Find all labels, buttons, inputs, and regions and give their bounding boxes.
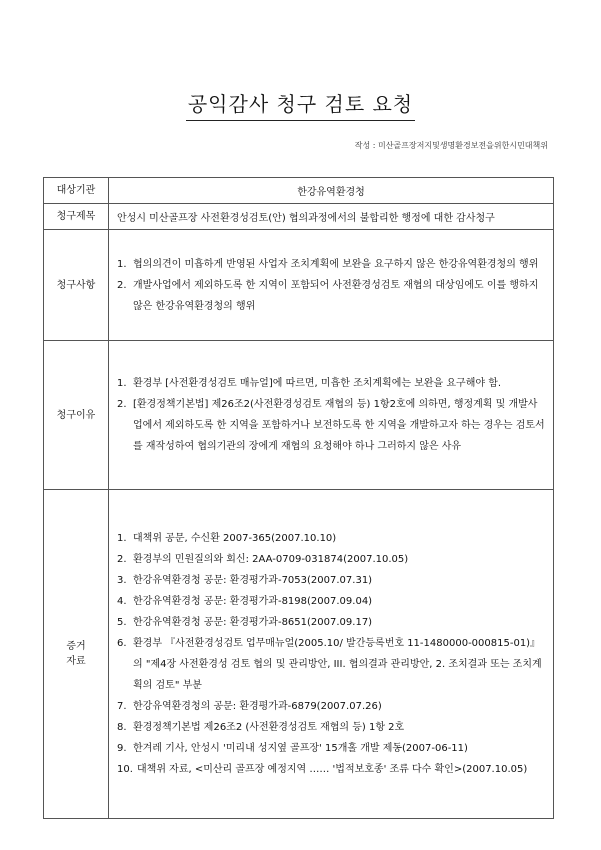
subject-value: 안성시 미산골프장 사전환경성검토(안) 협의과정에서의 불합리한 행정에 대한 감사청구 [109,204,554,230]
document-author: 작성 : 미산골프장저지및생명환경보전을위한시민대책위 [354,141,548,150]
list-item: 1. 환경부 [사전환경성검토 매뉴얼]에 따르면, 미흡한 조치계획에는 보완을 요구해야 함. [117,378,502,389]
list-item: 8. 환경정책기본법 제26조2 (사전환경성검토 재협의 등) 1항 2호 [117,722,405,733]
evidence-label [44,490,109,819]
list-item: 5. 한강유역환경청 공문: 환경평가과-8651(2007.09.17) [117,617,373,628]
list-item: 1. 대책위 공문, 수신환 2007-365(2007.10.10) [117,533,337,544]
reason-row [44,341,554,490]
request-row [44,230,554,341]
list-item: 6. 환경부 『사전환경성검토 업무매뉴얼(2005.10/ 발간등록번호 11-1480000-000815-01)』의 "제4장 사전환경성 검토 협의 및 관리방안, III. 협의결과 관리방안, 2. 조치결과 또는 조치계획의 검토" 부분 [117,638,542,691]
evidence-label-line2: 자료 [66,656,86,667]
list-item: 9. 한겨레 기사, 안성시 '미리내 성지옆 골프장' 15개홀 개발 제동(2007-06-11) [117,743,468,754]
reason-items-cell [109,341,554,490]
list-item: 4. 한강유역환경청 공문: 환경평가과-8198(2007.09.04) [117,596,373,607]
agency-value: 한강유역환경청 [109,178,554,204]
subject-row [44,204,554,230]
evidence-row [44,490,554,819]
list-item: 3. 한강유역환경청 공문: 환경평가과-7053(2007.07.31) [117,575,373,586]
request-table [43,177,554,819]
request-items-cell [109,230,554,341]
document-title [0,88,601,121]
list-item: 2. 개발사업에서 제외하도록 한 지역이 포함되어 사전환경성검토 재협의 대상임에도 이를 행하지 않은 한강유역환경청의 행위 [117,279,539,312]
evidence-label-line1: 증거 [66,641,86,652]
list-item: 2. [환경정책기본법] 제26조2(사전환경성검토 재협의 등) 1항2호에 의하면, 행정계획 및 개발사업에서 제외하도록 한 지역을 포함하거나 보전하도록 한 지역을 개발하고자 하는 경우는 검토서를 재작성하여 협의기관의 장에게 재협의 요청해야 하나 그러하지 않은 사유 [117,399,545,452]
evidence-items-cell [109,490,554,819]
reason-items [117,373,545,457]
evidence-items [117,528,545,780]
list-item: 7. 한강유역환경청의 공문: 환경평가과-6879(2007.07.26) [117,701,382,712]
request-items [117,254,545,317]
request-label: 청구사항 [44,230,109,341]
subject-label: 청구제목 [44,204,109,230]
list-item: 2. 환경부의 민원질의와 회신: 2AA-0709-031874(2007.10.05) [117,554,409,565]
reason-label: 청구이유 [44,341,109,490]
agency-row [44,178,554,204]
document-title-text: 공익감사 청구 검토 요청 [186,88,415,121]
agency-label: 대상기관 [44,178,109,204]
list-item: 1. 협의의견이 미흡하게 반영된 사업자 조치계획에 보완을 요구하지 않은 한강유역환경청의 행위 [117,258,539,270]
list-item: 10. 대책위 자료, <미산리 골프장 예정지역 …… '법적보호종' 조류 다수 확인>(2007.10.05) [117,764,528,775]
